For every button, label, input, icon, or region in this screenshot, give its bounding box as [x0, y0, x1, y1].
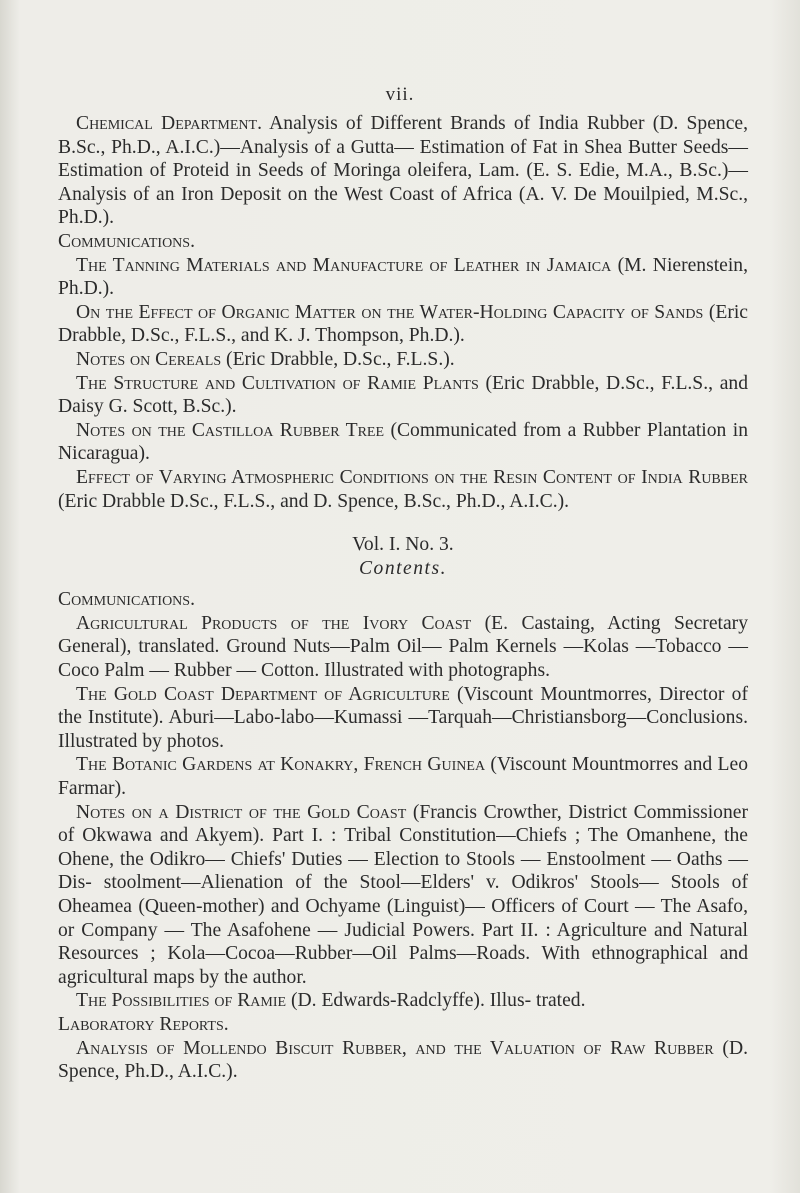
list-item [58, 801, 748, 990]
entry-title: Effect of Varying Atmospheric Conditions on the Resin Content of India Rubber [76, 466, 748, 488]
entry-title: Agricultural Products of the Ivory Coast [76, 612, 472, 634]
entry-text: (D. Edwards-Radclyffe). Illus- trated. [286, 990, 586, 1012]
list-item [58, 348, 748, 372]
entry-title: On the Effect of Organic Matter on the Water-Holding Capacity of Sands [76, 301, 704, 323]
entry-text: (Eric Drabble, D.Sc., F.L.S.). [221, 348, 455, 370]
entry-text: (M. Nierenstein, Ph.D.). [58, 254, 749, 300]
entry-title: Notes on the Castilloa Rubber Tree [76, 419, 385, 441]
list-item [58, 989, 748, 1013]
entry-title: The Botanic Gardens at Konakry, French Guinea [76, 754, 486, 776]
entry-title: Notes on a District of the Gold Coast [76, 801, 407, 823]
section-heading: Communications. [58, 230, 195, 252]
entry-text: Analysis of Different Brands of India Rubber (D. Spence, B.Sc., Ph.D., A.I.C.)—Analysis of a Gutta— Estimation of Fat in Shea Butter Seeds—Estimation of Proteid in Seeds of Moringa oleifera, Lam. (E. S. Edie, M.A., B.Sc.)—Analysis of an Iron Deposit on the West Coast of Africa (A. V. De Mouilpied, M.Sc., Ph.D.). [58, 113, 748, 229]
entry-text: (D. Spence, Ph.D., A.I.C.). [58, 1037, 748, 1083]
section-heading: Laboratory Reports. [58, 1013, 229, 1035]
entry-title: The Tanning Materials and Manufacture of Leather in Jamaica [76, 254, 612, 276]
list-item [58, 419, 748, 466]
list-item [58, 683, 748, 754]
list-item [58, 372, 748, 419]
page-content [58, 112, 748, 1084]
entry-text: (E. Castaing, Acting Secretary General), translated. Ground Nuts—Palm Oil— Palm Kernels —Kolas —Tobacco — Coco Palm — Rubber — Cotton. Illustrated with photographs. [58, 612, 748, 682]
entry-text: (Eric Drabble, D.Sc., F.L.S., and K. J. Thompson, Ph.D.). [58, 301, 749, 347]
entry-title: Analysis of Mollendo Biscuit Rubber, and the Valuation of Raw Rubber [76, 1037, 714, 1059]
entry-title: The Structure and Cultivation of Ramie Plants [76, 372, 479, 394]
list-item [58, 612, 748, 683]
entry-text: (Communicated from a Rubber Plantation in Nicaragua). [58, 419, 748, 465]
volume-label: Vol. I. No. 3. [352, 534, 454, 556]
entry-title: Notes on Cereals [76, 348, 222, 370]
entry-text: (Eric Drabble, D.Sc., F.L.S., and Daisy G. Scott, B.Sc.). [58, 372, 749, 418]
chemical-department-entry [58, 112, 748, 230]
contents-label: Contents. [358, 557, 448, 579]
section-heading: Chemical Department. [76, 113, 262, 134]
list-item [58, 254, 748, 301]
entry-text: (Viscount Mountmorres, Director of the Institute). Aburi—Labo-labo—Kumassi —Tarquah—Christiansborg—Conclusions. Illustrated by photos. [58, 683, 748, 752]
list-item [58, 1037, 748, 1084]
page-number: vii. [385, 84, 415, 105]
entry-title: The Gold Coast Department of Agriculture [76, 683, 450, 705]
entry-text: (Francis Crowther, District Commissioner of Okwawa and Akyem). Part I. : Tribal Constitution—Chiefs ; The Omanhene, the Ohene, the Odikro— Chiefs' Duties — Election to Stools — Enstoolment — Oaths — Dis- stoolment—Alienation of the Stool—Elders' v. Odikros' Stools— Stools of Oheamea (Queen-mother) and Ochyame (Linguist)— Officers of Court — The Asafo, or Company — The Asafohene — Judicial Powers. Part II. : Agriculture and Natural Resources ; Kola—Cocoa—Rubber—Oil Palms—Roads. With ethnographical and agricultural maps by the author. [58, 801, 748, 988]
entry-text: (Viscount Mountmorres and Leo Farmar). [58, 754, 748, 800]
list-item [58, 301, 748, 348]
list-item [58, 753, 748, 800]
entry-title: The Possibilities of Ramie [76, 990, 287, 1012]
entry-text: (Eric Drabble D.Sc., F.L.S., and D. Spence, B.Sc., Ph.D., A.I.C.). [58, 490, 570, 512]
list-item [58, 466, 748, 513]
section-heading: Communications. [58, 589, 195, 611]
